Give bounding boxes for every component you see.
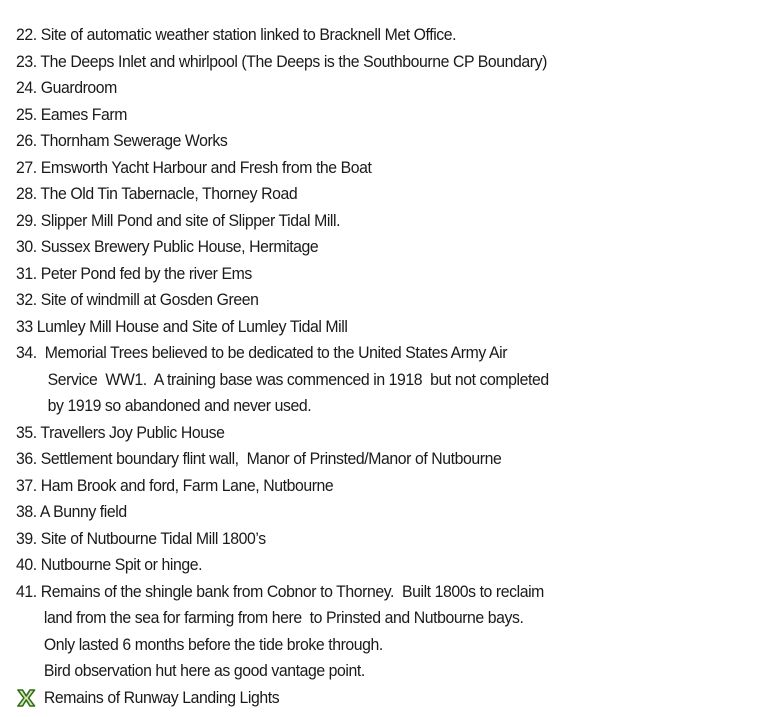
list-item-36: 36. Settlement boundary flint wall, Manor of Prinsted/Manor of Nutbourne [16, 449, 502, 468]
list-item-28: 28. The Old Tin Tabernacle, Thorney Road [16, 184, 298, 203]
list-item-38: 38. A Bunny field [16, 502, 127, 521]
list-item-24: 24. Guardroom [16, 78, 117, 97]
list-item-23: 23. The Deeps Inlet and whirlpool (The Deeps is the Southbourne CP Boundary) [16, 51, 547, 71]
list-item-27: 27. Emsworth Yacht Harbour and Fresh from the Boat [16, 157, 372, 177]
list-item-33: 33 Lumley Mill House and Site of Lumley Tidal Mill [16, 316, 348, 336]
list-item-22: 22. Site of automatic weather station linked to Bracknell Met Office. [16, 25, 457, 44]
list-item-41: 41. Remains of the shingle bank from Cobnor to Thorney. Built 1800s to reclaim land from the sea for farming from here to Prinsted and Nutbourne bays. Only lasted 6 months before the tide broke through. Bird observation hut here as good vantage point. [16, 581, 544, 680]
list-item-29: 29. Slipper Mill Pond and site of Slipper Tidal Mill. [16, 210, 341, 230]
list-item-25: 25. Eames Farm [16, 104, 128, 124]
list-item-37: 37. Ham Brook and ford, Farm Lane, Nutbourne [16, 475, 334, 495]
list-item-35: 35. Travellers Joy Public House [16, 422, 225, 442]
list-item-39: 39. Site of Nutbourne Tidal Mill 1800’s [16, 528, 266, 548]
list-item-31: 31. Peter Pond fed by the river Ems [16, 263, 252, 283]
numbered-site-list [16, 22, 756, 711]
list-item-26: 26. Thornham Sewerage Works [16, 131, 228, 150]
list-item-32: 32. Site of windmill at Gosden Green [16, 290, 259, 309]
list-item-40: 40. Nutbourne Spit or hinge. [16, 555, 203, 574]
green-x-icon [16, 688, 36, 708]
list-item-34: 34. Memorial Trees believed to be dedicated to the United States Army Air Service WW1. A training base was commenced in 1918 but not completed by 1919 so abandoned and never used. [16, 343, 549, 415]
legend-runway-lights [16, 685, 704, 712]
list-item-30: 30. Sussex Brewery Public House, Hermitage [16, 237, 319, 256]
legend-label: Remains of Runway Landing Lights [43, 687, 280, 707]
